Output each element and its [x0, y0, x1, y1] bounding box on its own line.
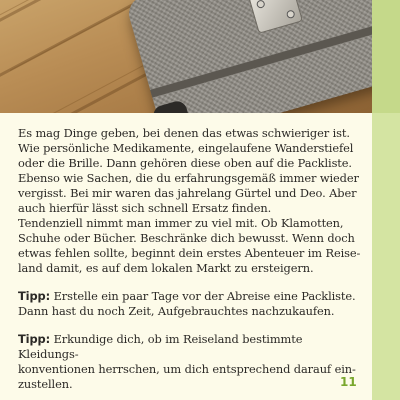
suitcase — [125, 0, 372, 113]
page-edge-sidebar-top — [372, 0, 400, 113]
suitcase-photo — [0, 0, 372, 113]
page-number: 11 — [340, 375, 357, 389]
tip-text: Erkundige dich, ob im Reiseland bestimmte Kleidungs- konventionen herrschen, um dich entsprechend darauf ein- zustellen. — [18, 332, 356, 391]
suitcase-corner-guard — [151, 99, 193, 113]
tip-label: Tipp: — [18, 289, 51, 303]
tip-paragraph — [18, 289, 366, 319]
tip-label: Tipp: — [18, 332, 51, 346]
tip-text: Erstelle ein paar Tage vor der Abreise eine Packliste. Dann hast du noch Zeit, Aufgebrauchtes nachzukaufen. — [18, 289, 356, 318]
page-edge-sidebar — [372, 0, 400, 400]
main-paragraph: Es mag Dinge geben, bei denen das etwas schwieriger ist. Wie persönliche Medikamente, eingelaufene Wanderstiefel oder die Brille. Dann gehören diese oben auf die Packliste. Ebenso wie Sachen, die du erfahrungsgemäß immer wieder vergisst. Bei mir waren das jahrelang Gürtel und Deo. Aber auch hierfür lässt sich schnell Ersatz finden. Tendenziell nimmt man immer zu viel mit. Ob Klamotten, Schuhe oder Bücher. Beschränke dich bewusst. Wenn doch etwas fehlen sollte, beginnt dein erstes Abenteuer im Reise- land damit, es auf dem lokalen Markt zu ersteigern. — [18, 126, 361, 275]
tip-paragraph — [18, 332, 366, 392]
body-text — [18, 126, 366, 392]
